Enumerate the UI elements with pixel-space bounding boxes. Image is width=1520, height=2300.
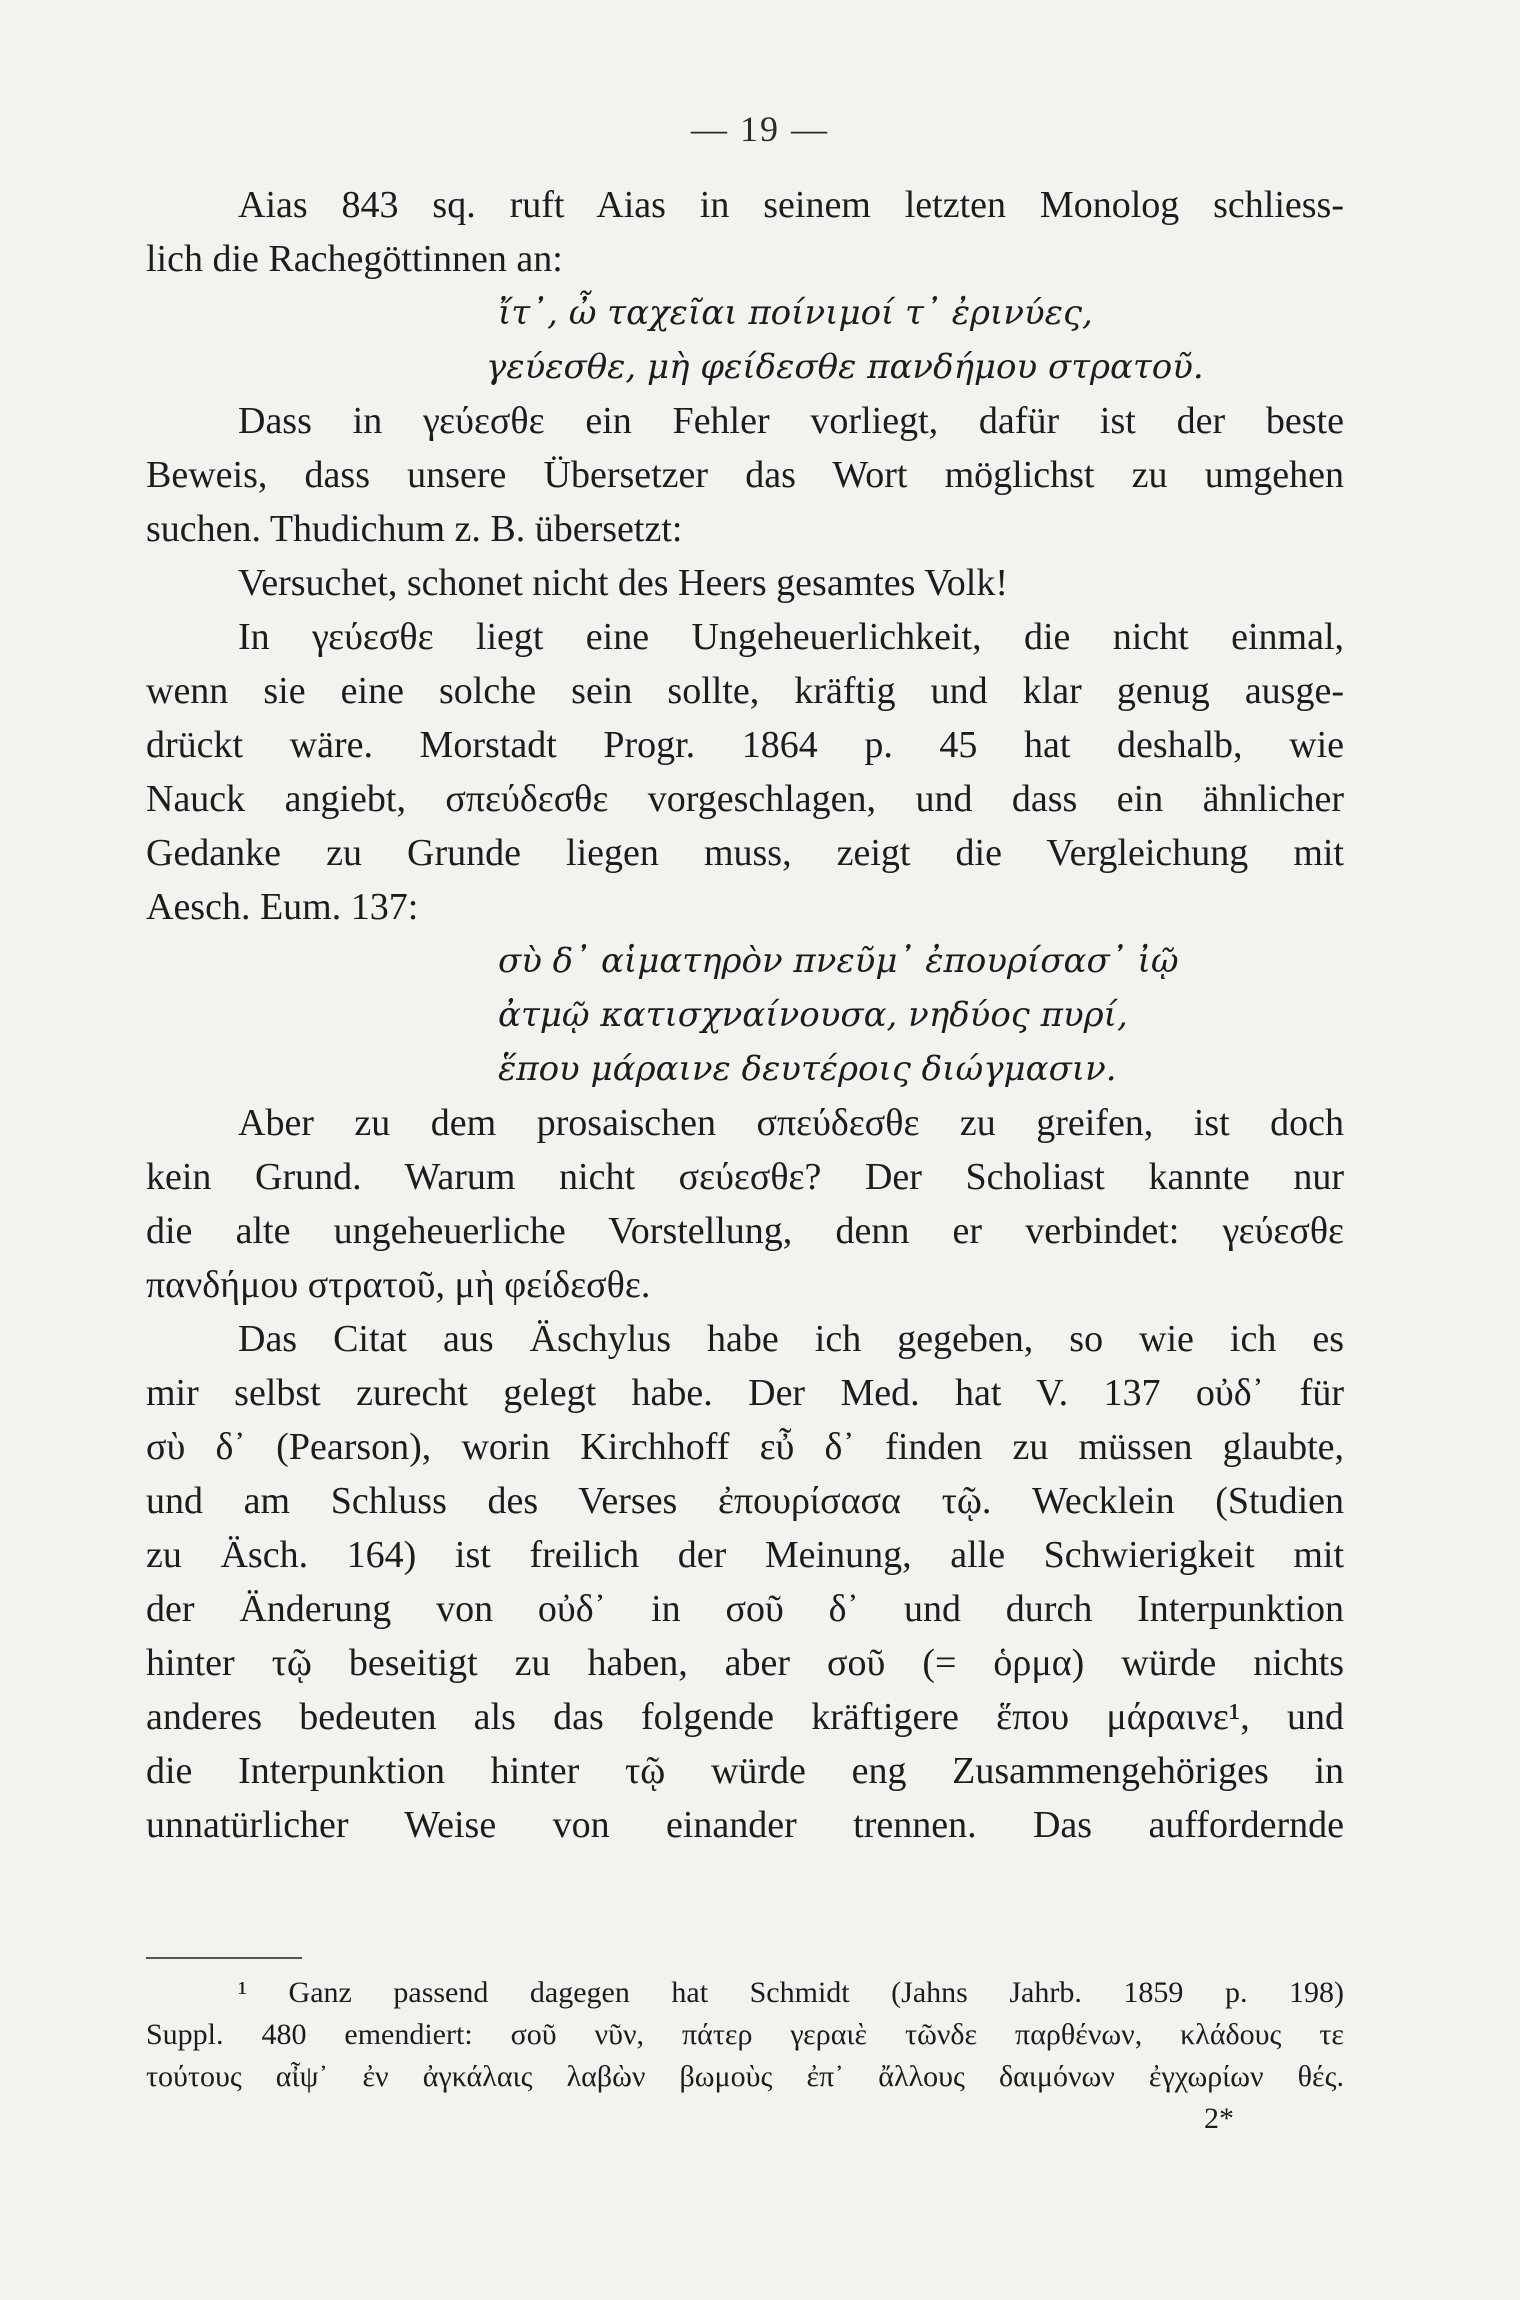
main-text [146,178,1344,1852]
signature-mark: 2* [1204,2102,1234,2135]
text-line: Aber zu dem prosaischen σπεύδεσθε zu greifen, ist doch [238,1102,1344,1144]
text-line: die Interpunktion hinter τῷ würde eng Zusammengehöriges in [146,1750,1344,1792]
text-line: anderes bedeuten als das folgende kräftigere ἕπου μάραινε¹, und [146,1696,1344,1738]
text-line: Das Citat aus Äschylus habe ich gegeben, so wie ich es [238,1318,1344,1360]
text-line: drückt wäre. Morstadt Progr. 1864 p. 45 hat deshalb, wie [146,724,1344,766]
page-number: — 19 — [691,109,829,149]
text-line: σὺ δ᾽ (Pearson), worin Kirchhoff εὖ δ᾽ finden zu müssen glaubte, [146,1426,1344,1468]
footnote-line: τούτους αἶψ᾽ ἐν ἀγκάλαις λαβὼν βωμοὺς ἐπ᾽ ἄλλους δαιμόνων ἐγχωρίων θές. [146,2060,1344,2093]
text-line: σὺ δ᾽ αἱματηρὸν πνεῦμ᾽ ἐπουρίσασ᾽ ἰῷ [498,941,1179,981]
text-line: wenn sie eine solche sein sollte, kräftig und klar genug ausge- [146,670,1344,712]
text-line: πανδήμου στρατοῦ, μὴ φείδεσθε. [146,1264,651,1306]
text-line: Versuchet, schonet nicht des Heers gesamtes Volk! [238,562,1009,604]
footnote-line: Suppl. 480 emendiert: σοῦ νῦν, πάτερ γεραιὲ τῶνδε παρθένων, κλάδους τε [146,2018,1344,2051]
text-line: Dass in γεύεσθε ein Fehler vorliegt, dafür ist der beste [238,400,1344,442]
text-line: und am Schluss des Verses ἐπουρίσασα τῷ. Wecklein (Studien [146,1480,1344,1522]
text-line: zu Äsch. 164) ist freilich der Meinung, alle Schwierigkeit mit [146,1534,1344,1576]
text-line: ἀτμῷ κατισχναίνουσα, νηδύος πυρί, [498,995,1128,1035]
text-line: ἴτ᾽, ὦ ταχεῖαι ποίνιμοί τ᾽ ἐρινύες, [498,293,1093,333]
text-line: suchen. Thudichum z. B. übersetzt: [146,508,683,550]
text-line: Aesch. Eum. 137: [146,886,419,928]
footnote-rule [146,1957,302,1959]
text-line: ἕπου μάραινε δευτέροις διώγμασιν. [498,1049,1117,1089]
text-line: Beweis, dass unsere Übersetzer das Wort möglichst zu umgehen [146,454,1344,496]
text-line: die alte ungeheuerliche Vorstellung, denn er verbindet: γεύεσθε [146,1210,1344,1252]
text-line: lich die Rachegöttinnen an: [146,238,563,280]
text-line: Nauck angiebt, σπεύδεσθε vorgeschlagen, und dass ein ähnlicher [146,778,1344,820]
text-line: Aias 843 sq. ruft Aias in seinem letzten Monolog schliess- [238,184,1344,226]
footnote-line: ¹ Ganz passend dagegen hat Schmidt (Jahns Jahrb. 1859 p. 198) [238,1976,1344,2009]
text-line: kein Grund. Warum nicht σεύεσθε? Der Scholiast kannte nur [146,1156,1344,1198]
text-line: Gedanke zu Grunde liegen muss, zeigt die Vergleichung mit [146,832,1344,874]
text-line: mir selbst zurecht gelegt habe. Der Med. hat V. 137 οὐδ᾽ für [146,1372,1344,1414]
text-line: γεύεσθε, μὴ φείδεσθε πανδήμου στρατοῦ. [486,347,1204,387]
footnotes [146,1972,1344,2140]
text-line: In γεύεσθε liegt eine Ungeheuerlichkeit, die nicht einmal, [238,616,1344,658]
text-line: der Änderung von οὐδ᾽ in σοῦ δ᾽ und durch Interpunktion [146,1588,1344,1630]
text-line: unnatürlicher Weise von einander trennen. Das auffordernde [146,1804,1344,1846]
text-line: hinter τῷ beseitigt zu haben, aber σοῦ (= ὁρμα) würde nichts [146,1642,1344,1684]
